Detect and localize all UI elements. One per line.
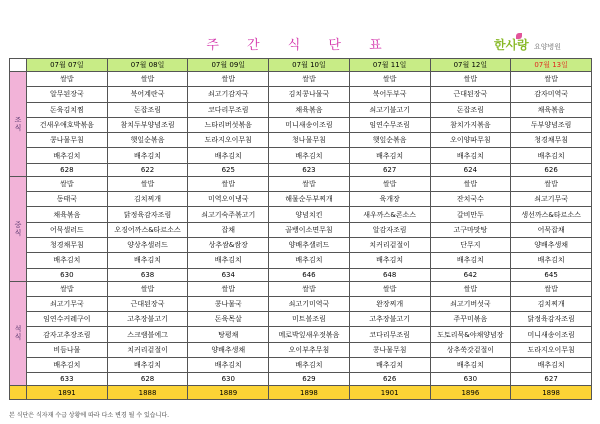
- menu-item: 탕평채: [188, 327, 269, 342]
- logo-subtitle: 요양병원: [534, 43, 562, 51]
- menu-item: 채육볶음: [27, 207, 108, 222]
- calorie-value: 630: [430, 373, 511, 386]
- page-title: 주 간 식 단 표: [206, 38, 394, 53]
- menu-item: 쇠고기무국: [511, 192, 592, 207]
- meal-label-char: 식: [14, 333, 22, 342]
- menu-item: 고구마맛탕: [430, 222, 511, 237]
- calorie-value: 622: [107, 163, 188, 176]
- menu-row: [10, 207, 592, 222]
- date-header: 07월 11일: [349, 59, 430, 72]
- menu-item: 쇠고기감자국: [188, 87, 269, 102]
- menu-item: 쌀밥: [430, 176, 511, 191]
- menu-item: 비듬나물: [27, 342, 108, 357]
- calorie-value: 623: [269, 163, 350, 176]
- menu-item: 채육볶음: [511, 102, 592, 117]
- meal-label-char: 중: [14, 220, 22, 229]
- menu-item: 미니새송이조림: [511, 327, 592, 342]
- menu-item: 배추김치: [188, 358, 269, 373]
- menu-change-note: 본 식단은 식자재 수급 상황에 따라 다소 변경 될 수 있습니다.: [9, 412, 170, 419]
- menu-item: 햇잎순볶음: [107, 133, 188, 148]
- menu-item: 쌀밥: [349, 72, 430, 87]
- weekly-menu-table: [9, 58, 592, 400]
- menu-item: 참치가지볶음: [430, 117, 511, 132]
- menu-item: 배추김치: [269, 358, 350, 373]
- date-header: 07월 09일: [188, 59, 269, 72]
- calorie-row: [10, 163, 592, 176]
- menu-item: 청나물무침: [269, 133, 350, 148]
- menu-item: 쌀밥: [511, 176, 592, 191]
- menu-item: 감자미역국: [511, 87, 592, 102]
- calorie-value: 626: [511, 163, 592, 176]
- menu-item: 미역오이냉국: [188, 192, 269, 207]
- calorie-value: 628: [107, 373, 188, 386]
- menu-item: 쌀밥: [107, 281, 188, 296]
- menu-item: 쇠고기불고기: [349, 102, 430, 117]
- menu-item: 채육볶음: [269, 102, 350, 117]
- meal-label: [10, 281, 27, 386]
- menu-item: 청경채무침: [27, 237, 108, 252]
- menu-item: 쌀밥: [269, 176, 350, 191]
- menu-item: 고추장불고기: [107, 312, 188, 327]
- date-header: 07월 13일: [511, 59, 592, 72]
- menu-item: 배추김치: [430, 148, 511, 163]
- menu-item: 생선까스&타르소스: [511, 207, 592, 222]
- menu-item: 스크램블에그: [107, 327, 188, 342]
- menu-item: 배추김치: [511, 148, 592, 163]
- menu-item: 배추김치: [27, 148, 108, 163]
- menu-item: 쌀밥: [511, 281, 592, 296]
- menu-item: 코다리무조림: [349, 327, 430, 342]
- meal-label-char: 조: [14, 115, 22, 124]
- menu-item: 도라지오이무침: [188, 133, 269, 148]
- menu-item: 쌀밥: [430, 72, 511, 87]
- calorie-value: 630: [27, 268, 108, 281]
- menu-item: 쌀밥: [269, 281, 350, 296]
- menu-item: 메로박잎새우젓볶음: [269, 327, 350, 342]
- menu-item: 잔치국수: [430, 192, 511, 207]
- calorie-value: 642: [430, 268, 511, 281]
- menu-item: 김치찌개: [511, 296, 592, 311]
- hospital-logo: [494, 36, 594, 58]
- menu-item: 미트볼조림: [269, 312, 350, 327]
- menu-item: 골뱅이소면무침: [269, 222, 350, 237]
- menu-item: 어묵샐러드: [27, 222, 108, 237]
- menu-item: 쌀밥: [188, 72, 269, 87]
- menu-item: 주꾸미볶음: [430, 312, 511, 327]
- menu-item: 알감자조림: [349, 222, 430, 237]
- menu-item: 느타리버섯볶음: [188, 117, 269, 132]
- menu-item: 배추김치: [269, 148, 350, 163]
- menu-item: 배추김치: [27, 253, 108, 268]
- calorie-value: 626: [349, 373, 430, 386]
- menu-row: [10, 296, 592, 311]
- menu-item: 청경채무침: [511, 133, 592, 148]
- menu-item: 완장찌개: [349, 296, 430, 311]
- menu-item: 두부양념조림: [511, 117, 592, 132]
- menu-item: 김치찌개: [107, 192, 188, 207]
- menu-item: 임연수커레구이: [27, 312, 108, 327]
- menu-item: 쌀밥: [107, 176, 188, 191]
- date-header: 07월 08일: [107, 59, 188, 72]
- menu-item: 북어두부국: [349, 87, 430, 102]
- menu-item: 햇잎순볶음: [349, 133, 430, 148]
- menu-item: 임연수무조림: [349, 117, 430, 132]
- menu-row: [10, 87, 592, 102]
- menu-item: 닭정육감자조림: [511, 312, 592, 327]
- menu-item: 알무된장국: [27, 87, 108, 102]
- menu-item: 북어계란국: [107, 87, 188, 102]
- menu-item: 육개장: [349, 192, 430, 207]
- menu-item: 배추김치: [27, 358, 108, 373]
- menu-item: 콩나물무침: [349, 342, 430, 357]
- menu-item: 배추김치: [107, 358, 188, 373]
- menu-item: 갈비만두: [430, 207, 511, 222]
- menu-item: 쌀밥: [349, 281, 430, 296]
- menu-item: 미니새송이조림: [269, 117, 350, 132]
- menu-item: 김치콩나물국: [269, 87, 350, 102]
- menu-item: 오이부추무침: [269, 342, 350, 357]
- menu-item: 콩나물국: [188, 296, 269, 311]
- menu-item: 쇠고기숙주볶고기: [188, 207, 269, 222]
- calorie-value: 633: [27, 373, 108, 386]
- menu-item: 해물순두부찌개: [269, 192, 350, 207]
- total-calorie-value: 1888: [107, 386, 188, 400]
- menu-item: 배추김치: [188, 253, 269, 268]
- calorie-value: 634: [188, 268, 269, 281]
- date-header: 07월 12일: [430, 59, 511, 72]
- menu-item: 쌀밥: [511, 72, 592, 87]
- menu-item: 쌀밥: [27, 176, 108, 191]
- menu-item: 양배추생채: [511, 237, 592, 252]
- menu-item: 쌀밥: [188, 281, 269, 296]
- menu-row: [10, 281, 592, 296]
- meal-label-char: 식: [14, 228, 22, 237]
- menu-item: 배추김치: [107, 148, 188, 163]
- menu-item: 어묵잡채: [511, 222, 592, 237]
- menu-item: 쌀밥: [107, 72, 188, 87]
- menu-item: 잡채: [188, 222, 269, 237]
- menu-row: [10, 192, 592, 207]
- calorie-value: 638: [107, 268, 188, 281]
- menu-item: 참치두부양념조림: [107, 117, 188, 132]
- menu-item: 쌀밥: [27, 281, 108, 296]
- total-calorie-value: 1901: [349, 386, 430, 400]
- menu-item: 도라지오이무침: [511, 342, 592, 357]
- calorie-value: 627: [349, 163, 430, 176]
- calorie-value: 648: [349, 268, 430, 281]
- menu-item: 건새우애호박볶음: [27, 117, 108, 132]
- calorie-value: 628: [27, 163, 108, 176]
- total-corner: [10, 386, 27, 400]
- calorie-value: 629: [269, 373, 350, 386]
- meal-label-char: 석: [14, 325, 22, 334]
- menu-item: 배추김치: [511, 253, 592, 268]
- total-calorie-value: 1896: [430, 386, 511, 400]
- menu-item: 쌀밥: [27, 72, 108, 87]
- menu-item: 배추김치: [430, 358, 511, 373]
- total-calorie-value: 1889: [188, 386, 269, 400]
- menu-item: 상추쑥갓겉절이: [430, 342, 511, 357]
- menu-item: 감자고추장조림: [27, 327, 108, 342]
- meal-label: [10, 176, 27, 281]
- calorie-value: 630: [188, 373, 269, 386]
- menu-item: 새우까스&콘소스: [349, 207, 430, 222]
- menu-item: 단무지: [430, 237, 511, 252]
- menu-item: 오이양파무침: [430, 133, 511, 148]
- menu-item: 배추김치: [511, 358, 592, 373]
- menu-item: 배추김치: [349, 148, 430, 163]
- calorie-value: 645: [511, 268, 592, 281]
- header-corner: [10, 59, 27, 72]
- menu-item: 근대된장국: [430, 87, 511, 102]
- total-calorie-value: 1898: [269, 386, 350, 400]
- menu-item: 양배추샐러드: [269, 237, 350, 252]
- menu-item: 배추김치: [349, 253, 430, 268]
- menu-item: 배추김치: [349, 358, 430, 373]
- menu-item: 양배추생채: [188, 342, 269, 357]
- menu-row: [10, 327, 592, 342]
- menu-item: 배추김치: [188, 148, 269, 163]
- menu-row: [10, 237, 592, 252]
- calorie-row: [10, 373, 592, 386]
- menu-item: 쌀밥: [349, 176, 430, 191]
- menu-item: 도토리묵&야채양념장: [430, 327, 511, 342]
- menu-item: 양상추샐러드: [107, 237, 188, 252]
- calorie-row: [10, 268, 592, 281]
- menu-item: 배추김치: [430, 253, 511, 268]
- menu-item: 돈육목살: [188, 312, 269, 327]
- menu-item: 쇠고기버섯국: [430, 296, 511, 311]
- menu-row: [10, 312, 592, 327]
- menu-item: 근대된장국: [107, 296, 188, 311]
- menu-row: [10, 72, 592, 87]
- menu-item: 오징어까스&타르소스: [107, 222, 188, 237]
- menu-row: [10, 133, 592, 148]
- menu-row: [10, 358, 592, 373]
- menu-item: 쇠고기미역국: [269, 296, 350, 311]
- calorie-value: 625: [188, 163, 269, 176]
- menu-row: [10, 176, 592, 191]
- date-header: 07월 10일: [269, 59, 350, 72]
- menu-item: 코다리무조림: [188, 102, 269, 117]
- menu-item: 치커리겉절이: [107, 342, 188, 357]
- total-calorie-row: [10, 386, 592, 400]
- calorie-value: 624: [430, 163, 511, 176]
- menu-item: 돈육김치찜: [27, 102, 108, 117]
- total-calorie-value: 1898: [511, 386, 592, 400]
- menu-row: [10, 117, 592, 132]
- menu-row: [10, 148, 592, 163]
- menu-item: 쌀밥: [430, 281, 511, 296]
- menu-item: 동태국: [27, 192, 108, 207]
- menu-item: 쌀밥: [188, 176, 269, 191]
- menu-row: [10, 102, 592, 117]
- menu-row: [10, 253, 592, 268]
- logo-name: 한사랑: [494, 38, 529, 52]
- meal-label-char: 식: [14, 123, 22, 132]
- menu-item: 콩나물무침: [27, 133, 108, 148]
- menu-row: [10, 342, 592, 357]
- menu-item: 양념치킨: [269, 207, 350, 222]
- menu-item: 배추김치: [107, 253, 188, 268]
- calorie-value: 646: [269, 268, 350, 281]
- menu-item: 고추장불고기: [349, 312, 430, 327]
- menu-row: [10, 222, 592, 237]
- menu-item: 닭정육감자조림: [107, 207, 188, 222]
- menu-item: 치커리겉절이: [349, 237, 430, 252]
- total-calorie-value: 1891: [27, 386, 108, 400]
- menu-item: 상추쌈&쌈장: [188, 237, 269, 252]
- menu-item: 돈잡조림: [107, 102, 188, 117]
- menu-item: 쇠고기무국: [27, 296, 108, 311]
- menu-item: 쌀밥: [269, 72, 350, 87]
- date-header: 07월 07일: [27, 59, 108, 72]
- meal-label: [10, 72, 27, 177]
- menu-item: 돈잡조림: [430, 102, 511, 117]
- menu-item: 배추김치: [269, 253, 350, 268]
- calorie-value: 627: [511, 373, 592, 386]
